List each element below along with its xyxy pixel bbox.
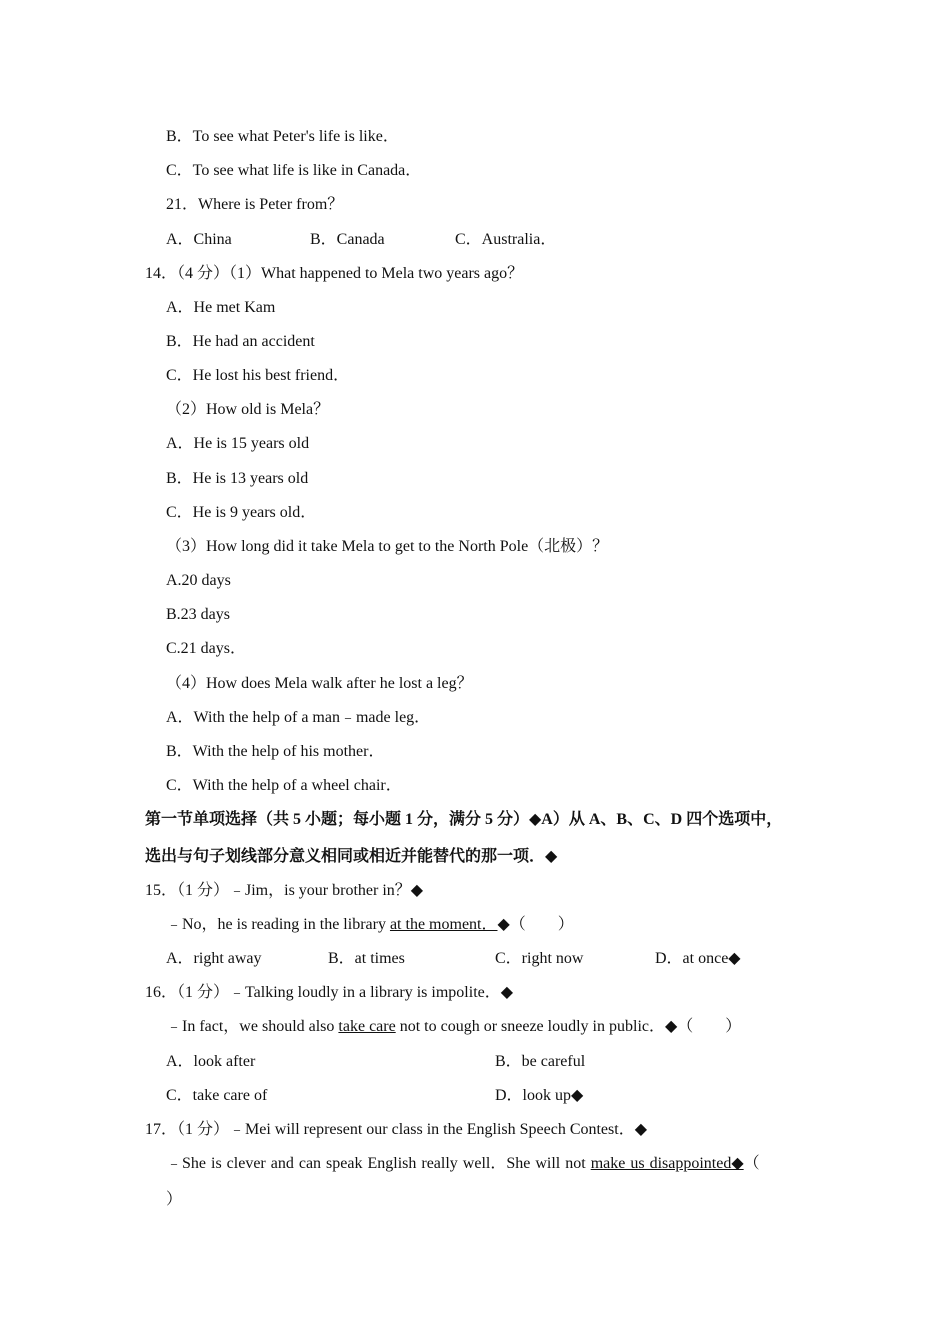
reply-text: ﹣In fact，we should also (166, 1018, 339, 1035)
question-option: C．right now (495, 950, 584, 967)
question-option: B．He had an accident (166, 333, 315, 350)
question-reply (166, 915, 574, 935)
question-stem: （2）How old is Mela？ (166, 401, 330, 418)
question-option: C．He is 9 years old． (166, 504, 317, 521)
question-option: B．at times (328, 950, 405, 967)
section-heading: 选出与句子划线部分意义相同或相近并能替代的那一项．◆ (145, 848, 558, 865)
reply-text: ◆（ ） (497, 916, 574, 933)
reply-text: ﹣She is clever and can speak English really well．She will not (166, 1155, 591, 1172)
question-option: B．be careful (495, 1053, 586, 1070)
question-option: B．To see what Peter's life is like． (166, 128, 399, 145)
question-option: A．With the help of a man﹣made leg． (166, 709, 431, 726)
question-option: B．He is 13 years old (166, 470, 309, 487)
question-stem: （3）How long did it take Mela to get to the North Pole（北极）？ (166, 538, 609, 555)
question-stem: 15．（1 分）﹣Jim，is your brother in？◆ (145, 882, 424, 899)
question-option: C．With the help of a wheel chair． (166, 777, 402, 794)
question-reply (166, 1017, 741, 1037)
section-heading: 第一节单项选择（共 5 小题；每小题 1 分，满分 5 分）◆A）从 A、B、C、D 四个选项中， (145, 811, 783, 828)
reply-text: （ (743, 1155, 760, 1172)
question-option: A．look after (166, 1053, 256, 1070)
question-option: C．take care of (166, 1087, 268, 1104)
question-option: A．He met Kam (166, 299, 276, 316)
question-option: C.21 days． (166, 640, 247, 657)
question-option: D．look up◆ (495, 1087, 584, 1104)
underlined-phrase: make us disappointed◆ (590, 1155, 744, 1172)
underlined-phrase: at the moment． (389, 916, 498, 933)
question-stem: 17．（1 分）﹣Mei will represent our class in the English Speech Contest．◆ (145, 1121, 648, 1138)
question-option: C．To see what life is like in Canada． (166, 162, 422, 179)
question-option: C．Australia． (455, 231, 557, 248)
question-option: C．He lost his best friend． (166, 367, 350, 384)
question-stem: （4）How does Mela walk after he lost a leg？ (166, 675, 473, 692)
reply-text: ﹣No，he is reading in the library (166, 916, 390, 933)
question-option: D．at once◆ (655, 950, 741, 967)
question-option: B.23 days (166, 606, 230, 623)
question-option: A．right away (166, 950, 262, 967)
reply-text: not to cough or sneeze loudly in public．◆（ ） (395, 1018, 742, 1035)
question-stem: 16．（1 分）﹣Talking loudly in a library is impolite．◆ (145, 984, 514, 1001)
question-stem: 21．Where is Peter from？ (166, 196, 344, 213)
underlined-phrase: take care (338, 1018, 396, 1035)
question-stem: 14．（4 分）（1）What happened to Mela two years ago？ (145, 265, 524, 282)
question-option: B．With the help of his mother． (166, 743, 385, 760)
answer-paren-close: ） (166, 1191, 183, 1208)
question-option: A.20 days (166, 572, 231, 589)
question-option: B．Canada (310, 231, 385, 248)
question-option: A．China (166, 231, 232, 248)
question-option: A．He is 15 years old (166, 435, 310, 452)
question-reply (166, 1154, 760, 1174)
